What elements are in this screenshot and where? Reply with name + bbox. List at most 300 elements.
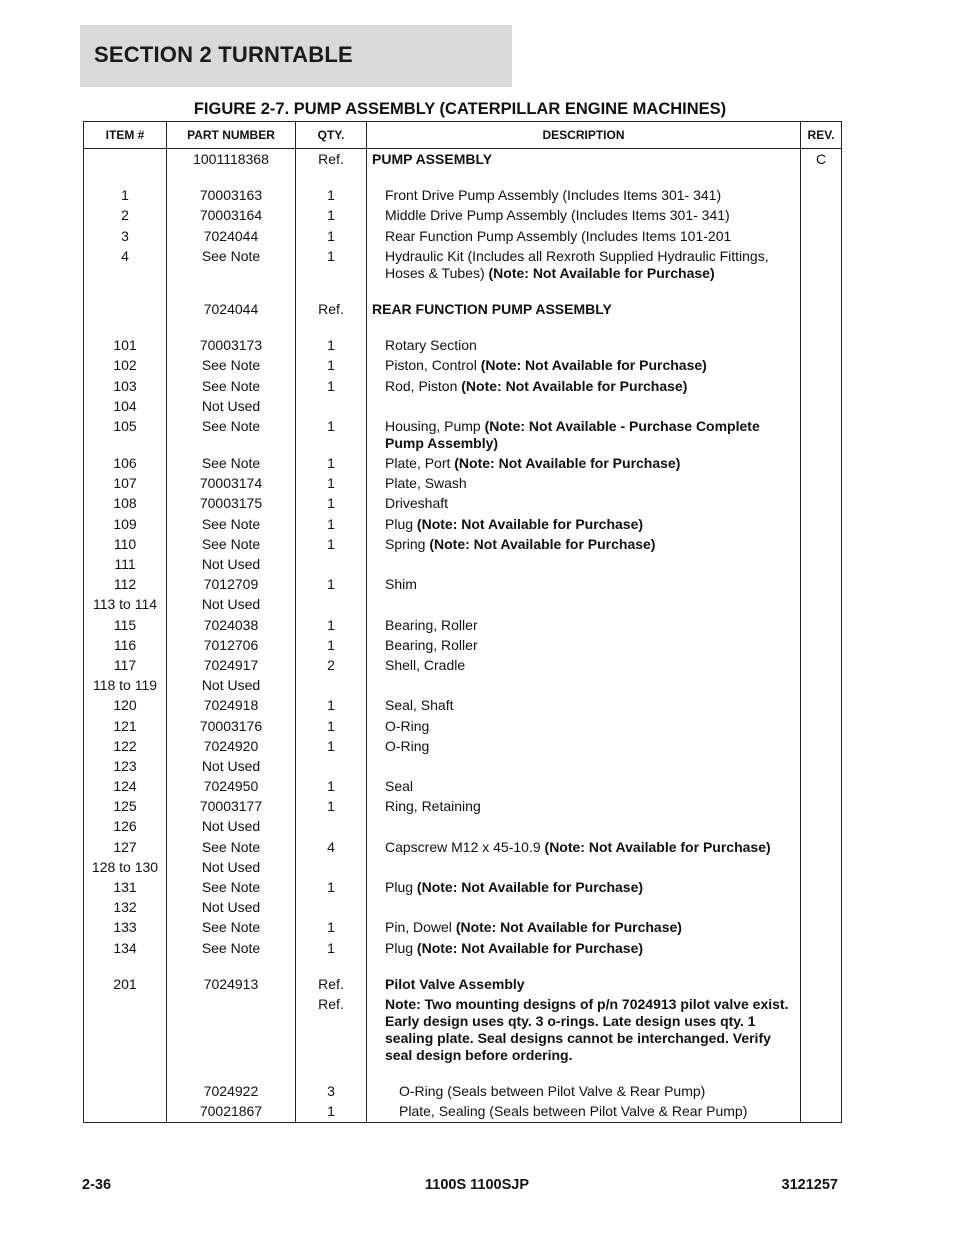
item-number-cell: 105 xyxy=(84,416,167,453)
revision-cell xyxy=(801,356,842,376)
parts-table-body xyxy=(84,149,842,1123)
part-number-cell: Not Used xyxy=(167,554,296,574)
part-number-cell: Not Used xyxy=(167,756,296,776)
revision-cell xyxy=(801,877,842,897)
table-row xyxy=(84,1102,842,1123)
table-row xyxy=(84,938,842,958)
table-row xyxy=(84,246,842,283)
qty-cell: Ref. xyxy=(296,974,367,994)
revision-cell xyxy=(801,918,842,938)
column-header-description: DESCRIPTION xyxy=(367,122,801,149)
description-cell xyxy=(367,149,801,170)
part-number-cell: 7024038 xyxy=(167,615,296,635)
qty-cell: 1 xyxy=(296,356,367,376)
revision-cell xyxy=(801,615,842,635)
qty-cell: 1 xyxy=(296,416,367,453)
revision-cell xyxy=(801,938,842,958)
part-number-cell: 70003176 xyxy=(167,716,296,736)
part-number-cell: See Note xyxy=(167,416,296,453)
spacer-cell xyxy=(84,283,167,299)
item-number-cell: 201 xyxy=(84,974,167,994)
description-cell xyxy=(367,756,801,776)
item-number-cell: 113 to 114 xyxy=(84,595,167,615)
description-cell xyxy=(367,938,801,958)
description-text: Seal, Shaft xyxy=(385,697,454,714)
table-row xyxy=(84,226,842,246)
spacer-cell xyxy=(801,1066,842,1082)
description-cell xyxy=(367,817,801,837)
description-note: REAR FUNCTION PUMP ASSEMBLY xyxy=(372,300,612,317)
item-number-cell: 2 xyxy=(84,206,167,226)
revision-cell xyxy=(801,453,842,473)
description-text: Plate, Sealing (Seals between Pilot Valve & Rear Pump) xyxy=(399,1103,748,1120)
description-cell xyxy=(367,376,801,396)
parts-table-header xyxy=(84,122,842,149)
description-cell xyxy=(367,514,801,534)
qty-cell: 4 xyxy=(296,837,367,857)
table-row xyxy=(84,676,842,696)
spacer-cell xyxy=(84,958,167,974)
description-note: (Note: Not Available for Purchase) xyxy=(429,535,656,552)
table-row xyxy=(84,595,842,615)
description-cell xyxy=(367,595,801,615)
description-text: Shim xyxy=(385,576,417,593)
description-cell xyxy=(367,416,801,453)
revision-cell xyxy=(801,736,842,756)
spacer-cell xyxy=(84,320,167,336)
description-note: (Note: Not Available for Purchase) xyxy=(461,377,688,394)
item-number-cell: 123 xyxy=(84,756,167,776)
spacer-cell xyxy=(296,1066,367,1082)
section-title: SECTION 2 TURNTABLE xyxy=(94,42,353,67)
spacer-cell xyxy=(801,170,842,186)
description-cell xyxy=(367,676,801,696)
description-text: O-Ring (Seals between Pilot Valve & Rear Pump) xyxy=(399,1083,706,1100)
revision-cell xyxy=(801,554,842,574)
item-number-cell: 131 xyxy=(84,877,167,897)
description-note: (Note: Not Available for Purchase) xyxy=(455,919,682,936)
description-note: (Note: Not Available for Purchase) xyxy=(454,455,681,472)
item-number-cell: 120 xyxy=(84,696,167,716)
spacer-cell xyxy=(167,170,296,186)
description-note: (Note: Not Available for Purchase) xyxy=(544,838,771,855)
spacer-cell xyxy=(296,958,367,974)
part-number-cell: 70003175 xyxy=(167,494,296,514)
spacer-cell xyxy=(367,958,801,974)
qty-cell: 1 xyxy=(296,918,367,938)
table-row xyxy=(84,206,842,226)
revision-cell xyxy=(801,416,842,453)
part-number-cell: See Note xyxy=(167,246,296,283)
qty-cell: 1 xyxy=(296,226,367,246)
qty-cell: 1 xyxy=(296,696,367,716)
part-number-cell: 70003164 xyxy=(167,206,296,226)
revision-cell xyxy=(801,376,842,396)
table-row xyxy=(84,655,842,675)
revision-cell xyxy=(801,226,842,246)
spacer-row xyxy=(84,1066,842,1082)
table-row xyxy=(84,857,842,877)
revision-cell xyxy=(801,974,842,994)
qty-cell: 1 xyxy=(296,494,367,514)
item-number-cell: 116 xyxy=(84,635,167,655)
table-row xyxy=(84,994,842,1065)
qty-cell: 1 xyxy=(296,514,367,534)
spacer-row xyxy=(84,958,842,974)
description-text: Rotary Section xyxy=(385,337,477,354)
table-row xyxy=(84,736,842,756)
table-row xyxy=(84,514,842,534)
column-header-qty: QTY. xyxy=(296,122,367,149)
revision-cell xyxy=(801,716,842,736)
qty-cell: 1 xyxy=(296,1102,367,1123)
part-number-cell: See Note xyxy=(167,356,296,376)
item-number-cell: 127 xyxy=(84,837,167,857)
description-cell xyxy=(367,837,801,857)
part-number-cell: 7024913 xyxy=(167,974,296,994)
table-row xyxy=(84,615,842,635)
item-number-cell: 106 xyxy=(84,453,167,473)
table-row xyxy=(84,898,842,918)
item-number-cell xyxy=(84,1102,167,1123)
item-number-cell: 3 xyxy=(84,226,167,246)
item-number-cell xyxy=(84,149,167,170)
qty-cell: 1 xyxy=(296,938,367,958)
revision-cell xyxy=(801,994,842,1065)
spacer-cell xyxy=(801,283,842,299)
part-number-cell: 7024950 xyxy=(167,776,296,796)
item-number-cell: 107 xyxy=(84,474,167,494)
revision-cell xyxy=(801,246,842,283)
item-number-cell: 125 xyxy=(84,797,167,817)
table-row xyxy=(84,716,842,736)
part-number-cell: 70003174 xyxy=(167,474,296,494)
column-header-rev: REV. xyxy=(801,122,842,149)
spacer-cell xyxy=(167,958,296,974)
spacer-cell xyxy=(367,170,801,186)
part-number-cell xyxy=(167,994,296,1065)
part-number-cell: Not Used xyxy=(167,676,296,696)
table-row xyxy=(84,554,842,574)
item-number-cell: 118 to 119 xyxy=(84,676,167,696)
description-text: Spring xyxy=(385,535,430,552)
qty-cell: 1 xyxy=(296,453,367,473)
item-number-cell: 104 xyxy=(84,396,167,416)
description-cell xyxy=(367,1102,801,1123)
qty-cell: 1 xyxy=(296,575,367,595)
spacer-cell xyxy=(296,170,367,186)
description-note: PUMP ASSEMBLY xyxy=(372,151,493,167)
spacer-cell xyxy=(84,170,167,186)
table-row xyxy=(84,974,842,994)
item-number-cell: 121 xyxy=(84,716,167,736)
description-text: Piston, Control xyxy=(385,357,481,374)
spacer-cell xyxy=(296,283,367,299)
description-note: (Note: Not Available for Purchase) xyxy=(416,939,644,956)
description-text: Bearing, Roller xyxy=(385,616,478,633)
item-number-cell: 1 xyxy=(84,186,167,206)
description-cell xyxy=(367,655,801,675)
spacer-row xyxy=(84,283,842,299)
table-row xyxy=(84,635,842,655)
parts-list-table xyxy=(83,121,842,1123)
part-number-cell: 70021867 xyxy=(167,1102,296,1123)
item-number-cell: 132 xyxy=(84,898,167,918)
item-number-cell: 128 to 130 xyxy=(84,857,167,877)
part-number-cell: 7024917 xyxy=(167,655,296,675)
description-text: Capscrew M12 x 45-10.9 xyxy=(385,838,545,855)
revision-cell xyxy=(801,595,842,615)
description-text: Driveshaft xyxy=(385,495,449,512)
spacer-row xyxy=(84,170,842,186)
revision-cell xyxy=(801,898,842,918)
revision-cell xyxy=(801,817,842,837)
description-cell xyxy=(367,615,801,635)
table-row xyxy=(84,534,842,554)
model-numbers: 1100S 1100SJP xyxy=(424,1177,530,1193)
description-cell xyxy=(367,877,801,897)
table-row xyxy=(84,696,842,716)
item-number-cell: 4 xyxy=(84,246,167,283)
item-number-cell xyxy=(84,1082,167,1102)
table-row xyxy=(84,918,842,938)
spacer-cell xyxy=(367,283,801,299)
revision-cell xyxy=(801,534,842,554)
description-cell xyxy=(367,898,801,918)
qty-cell: 1 xyxy=(296,635,367,655)
description-text: Front Drive Pump Assembly (Includes Items 301- 341) xyxy=(385,187,722,204)
description-note: (Note: Not Available for Purchase) xyxy=(416,879,644,895)
description-text: Pin, Dowel xyxy=(385,919,456,936)
description-cell xyxy=(367,575,801,595)
description-cell xyxy=(367,396,801,416)
part-number-cell: See Note xyxy=(167,514,296,534)
qty-cell: 1 xyxy=(296,615,367,635)
description-text: Plug xyxy=(385,879,417,895)
description-text: Shell, Cradle xyxy=(385,656,466,673)
part-number-cell: See Note xyxy=(167,938,296,958)
description-cell xyxy=(367,474,801,494)
part-number-cell: Not Used xyxy=(167,396,296,416)
table-row xyxy=(84,817,842,837)
revision-cell xyxy=(801,756,842,776)
qty-cell: 1 xyxy=(296,474,367,494)
part-number-cell: See Note xyxy=(167,918,296,938)
spacer-cell xyxy=(367,320,801,336)
column-header-part-number: PART NUMBER xyxy=(167,122,296,149)
item-number-cell: 111 xyxy=(84,554,167,574)
spacer-cell xyxy=(801,320,842,336)
item-number-cell: 101 xyxy=(84,336,167,356)
header-row xyxy=(84,122,842,149)
item-number-cell: 109 xyxy=(84,514,167,534)
qty-cell xyxy=(296,756,367,776)
description-cell xyxy=(367,453,801,473)
description-cell xyxy=(367,186,801,206)
qty-cell: 1 xyxy=(296,376,367,396)
part-number-cell: 7024918 xyxy=(167,696,296,716)
table-row xyxy=(84,474,842,494)
part-number-cell: See Note xyxy=(167,877,296,897)
item-number-cell: 133 xyxy=(84,918,167,938)
figure-title: FIGURE 2-7. PUMP ASSEMBLY (CATERPILLAR ENGINE MACHINES) xyxy=(193,100,727,118)
table-row xyxy=(84,1082,842,1102)
qty-cell: 1 xyxy=(296,797,367,817)
item-number-cell: 115 xyxy=(84,615,167,635)
table-row xyxy=(84,356,842,376)
part-number-cell: 7024920 xyxy=(167,736,296,756)
description-cell xyxy=(367,635,801,655)
description-text: Hydraulic Kit (Includes all Rexroth Supplied Hydraulic Fittings, Hoses & Tubes) xyxy=(385,247,769,281)
table-row xyxy=(84,797,842,817)
document-number: 3121257 xyxy=(781,1177,838,1193)
part-number-cell: 1001118368 xyxy=(167,149,296,170)
revision-cell xyxy=(801,1102,842,1123)
description-cell xyxy=(367,299,801,319)
part-number-cell: 7024922 xyxy=(167,1082,296,1102)
description-text: Plug xyxy=(385,939,417,956)
revision-cell xyxy=(801,696,842,716)
qty-cell: 1 xyxy=(296,534,367,554)
revision-cell xyxy=(801,837,842,857)
revision-cell xyxy=(801,396,842,416)
revision-cell xyxy=(801,776,842,796)
description-cell xyxy=(367,857,801,877)
spacer-cell xyxy=(167,320,296,336)
table-row xyxy=(84,877,842,897)
description-text: Ring, Retaining xyxy=(385,798,481,815)
revision-cell xyxy=(801,797,842,817)
part-number-cell: See Note xyxy=(167,376,296,396)
description-text: O-Ring xyxy=(385,737,430,754)
item-number-cell: 102 xyxy=(84,356,167,376)
table-row xyxy=(84,494,842,514)
description-cell xyxy=(367,797,801,817)
description-cell xyxy=(367,994,801,1065)
description-text: Middle Drive Pump Assembly (Includes Items 301- 341) xyxy=(385,207,730,224)
description-text: Bearing, Roller xyxy=(385,636,478,653)
description-cell xyxy=(367,554,801,574)
description-cell xyxy=(367,246,801,283)
spacer-cell xyxy=(296,320,367,336)
description-cell xyxy=(367,918,801,938)
revision-cell xyxy=(801,676,842,696)
description-cell xyxy=(367,534,801,554)
description-cell xyxy=(367,336,801,356)
part-number-cell: Not Used xyxy=(167,817,296,837)
part-number-cell: Not Used xyxy=(167,898,296,918)
qty-cell: Ref. xyxy=(296,994,367,1065)
description-cell xyxy=(367,494,801,514)
description-cell xyxy=(367,206,801,226)
part-number-cell: See Note xyxy=(167,837,296,857)
item-number-cell: 117 xyxy=(84,655,167,675)
qty-cell: 1 xyxy=(296,336,367,356)
table-row xyxy=(84,336,842,356)
description-note: (Note: Not Available for Purchase) xyxy=(416,515,644,532)
description-note: (Note: Not Available - Purchase Complete Pump Assembly) xyxy=(385,417,760,451)
revision-cell xyxy=(801,635,842,655)
revision-cell xyxy=(801,1082,842,1102)
description-text: Plate, Swash xyxy=(385,475,467,492)
spacer-cell xyxy=(167,283,296,299)
revision-cell xyxy=(801,336,842,356)
part-number-cell: 7012706 xyxy=(167,635,296,655)
qty-cell xyxy=(296,676,367,696)
item-number-cell: 103 xyxy=(84,376,167,396)
revision-cell xyxy=(801,186,842,206)
part-number-cell: 70003173 xyxy=(167,336,296,356)
table-row xyxy=(84,299,842,319)
qty-cell: 2 xyxy=(296,655,367,675)
description-cell xyxy=(367,1082,801,1102)
qty-cell xyxy=(296,554,367,574)
item-number-cell: 112 xyxy=(84,575,167,595)
table-row xyxy=(84,776,842,796)
table-row xyxy=(84,837,842,857)
item-number-cell: 122 xyxy=(84,736,167,756)
description-cell xyxy=(367,736,801,756)
table-row xyxy=(84,756,842,776)
part-number-cell: Not Used xyxy=(167,857,296,877)
description-cell xyxy=(367,696,801,716)
qty-cell: 1 xyxy=(296,877,367,897)
spacer-cell xyxy=(801,958,842,974)
item-number-cell xyxy=(84,299,167,319)
table-row xyxy=(84,453,842,473)
qty-cell xyxy=(296,595,367,615)
item-number-cell: 134 xyxy=(84,938,167,958)
column-header-item: ITEM # xyxy=(84,122,167,149)
description-note: (Note: Not Available for Purchase) xyxy=(480,357,707,374)
qty-cell: 1 xyxy=(296,246,367,283)
qty-cell: 1 xyxy=(296,186,367,206)
description-note: Pilot Valve Assembly xyxy=(385,975,525,992)
qty-cell xyxy=(296,857,367,877)
revision-cell xyxy=(801,474,842,494)
part-number-cell: 70003163 xyxy=(167,186,296,206)
table-row xyxy=(84,186,842,206)
part-number-cell: 70003177 xyxy=(167,797,296,817)
description-text: Rod, Piston xyxy=(385,377,462,394)
section-header-banner xyxy=(80,25,512,87)
qty-cell: 1 xyxy=(296,736,367,756)
part-number-cell: See Note xyxy=(167,453,296,473)
qty-cell xyxy=(296,396,367,416)
revision-cell xyxy=(801,857,842,877)
revision-cell xyxy=(801,206,842,226)
revision-cell xyxy=(801,494,842,514)
description-text: Plug xyxy=(385,515,417,532)
spacer-cell xyxy=(367,1066,801,1082)
description-note: Note: Two mounting designs of p/n 7024913 pilot valve exist. Early design uses qty. 3 o-rings. Late design uses qty. 1 sealing plate. Seal designs cannot be interchanged. Verify seal design before ordering. xyxy=(385,995,789,1063)
spacer-cell xyxy=(167,1066,296,1082)
part-number-cell: Not Used xyxy=(167,595,296,615)
qty-cell: Ref. xyxy=(296,299,367,319)
table-row xyxy=(84,376,842,396)
description-cell xyxy=(367,226,801,246)
revision-cell xyxy=(801,575,842,595)
item-number-cell: 124 xyxy=(84,776,167,796)
qty-cell xyxy=(296,898,367,918)
description-note: (Note: Not Available for Purchase) xyxy=(488,264,715,281)
description-cell xyxy=(367,716,801,736)
table-row xyxy=(84,575,842,595)
item-number-cell: 126 xyxy=(84,817,167,837)
qty-cell: 1 xyxy=(296,206,367,226)
description-cell xyxy=(367,356,801,376)
description-text: Plate, Port xyxy=(385,455,455,472)
